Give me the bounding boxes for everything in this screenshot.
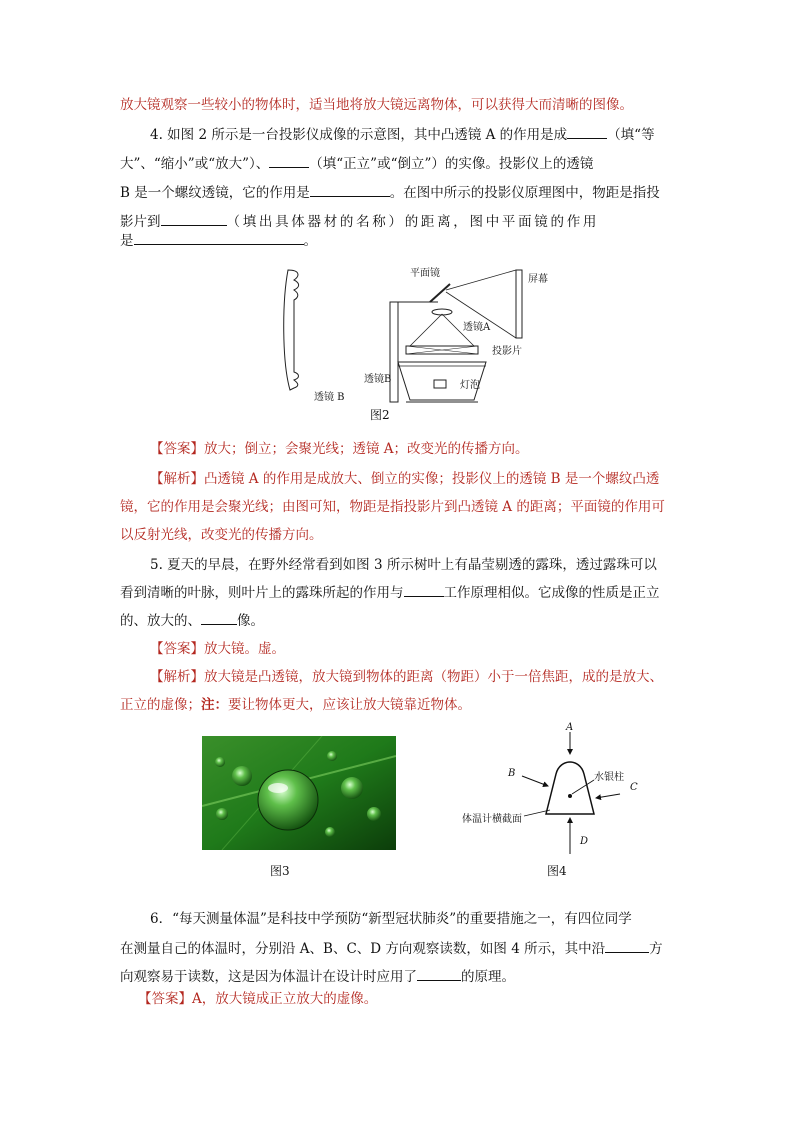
question-6-line-3 [120,968,515,986]
question-4-line-2 [120,155,593,173]
label-c: C [630,782,638,793]
text: （填出具体器材的名称）的距离，图中平面镜的作用 [226,214,600,230]
dewdrop-photo [202,736,396,850]
question-5-analysis-line-1 [150,668,663,686]
answer-tag: 【答案】 [150,441,204,457]
question-4-line-5 [120,232,317,250]
text: 是 [120,233,134,249]
text: 要让物体更大，应该让放大镜靠近物体。 [228,697,471,713]
question-4-analysis-line-3: 以反射光线，改变光的传播方向。 [120,527,323,543]
lens-b2-label: 透镜B [364,374,392,385]
thermometer-section [546,762,594,814]
figure-4-caption: 图4 [547,864,567,878]
text: 4. 如图 2 所示是一台投影仪成像的示意图，其中凸透镜 A 的作用是成 [150,127,568,143]
answer-blank[interactable] [161,213,227,226]
question-4-answer [150,440,529,458]
question-4-line-1 [150,126,655,144]
answer-blank[interactable] [605,940,649,953]
question-4-analysis-line-1 [150,470,659,488]
question-6-line-1: 6．“每天测量体温”是科技中学预防“新型冠状肺炎”的重要措施之一，有四位同学 [150,911,632,927]
question-5-line-1: 5. 夏天的早晨，在野外经常看到如图 3 所示树叶上有晶莹剔透的露珠，透过露珠可以 [150,557,657,573]
text: 。 [303,233,317,249]
text: 凸透镜 A 的作用是成放大、倒立的实像；投影仪上的透镜 B 是一个螺纹凸透 [204,471,660,487]
projector-diagram [270,262,550,422]
text: B 是一个螺纹透镜，它的作用是 [120,185,310,201]
question-6-line-2 [120,940,663,958]
label-b: B [508,768,516,779]
text: 的原理。 [461,969,515,985]
answer-blank[interactable] [310,184,390,197]
screen [516,270,522,338]
answer-text: A，放大镜成正立放大的虚像。 [192,991,378,1007]
label-a: A [566,722,574,733]
answer-blank[interactable] [269,155,309,168]
answer-blank[interactable] [567,126,607,139]
slide-label: 投影片 [492,346,522,357]
figure-2-caption: 图2 [370,408,390,422]
text: 影片到 [120,214,161,230]
text: 放大镜是凸透镜，放大镜到物体的距离（物距）小于一倍焦距，成的是放大、 [204,669,663,685]
text: 。在图中所示的投影仪原理图中，物距是指投 [389,185,660,201]
answer-blank[interactable] [417,968,461,981]
text: 的、放大的、 [120,613,201,629]
thermometer-cross-section-diagram [460,720,660,860]
mercury-column [568,794,572,798]
question-4-analysis-line-2: 镜，它的作用是会聚光线；由图可知，物距是指投影片到凸透镜 A 的距离；平面镜的作用可 [120,499,665,515]
answer-blank[interactable] [404,584,444,597]
text: 大”、“缩小”或“放大”）、 [120,156,270,172]
answer-blank[interactable] [134,232,304,245]
projector-arm [390,302,398,402]
text: 正立的虚像； [120,697,201,713]
question-5-analysis-line-2 [120,696,471,714]
text: 工作原理相似。它成像的性质是正立 [443,585,660,601]
text: 向观察易于读数，这是因为体温计在设计时应用了 [120,969,417,985]
large-dewdrop [258,770,318,830]
label-d: D [580,836,589,847]
bulb [434,380,446,388]
question-6-answer [138,990,377,1008]
lens-b-label: 透镜 B [314,392,345,403]
analysis-tag: 【解析】 [150,471,204,487]
mercury-label: 水银柱 [594,772,624,783]
answer-tag: 【答案】 [150,641,204,657]
question-5-line-3 [120,612,264,630]
question-5-answer [150,640,285,658]
text-line: 放大镜观察一些较小的物体时，适当地将放大镜远离物体，可以获得大而清晰的图像。 [120,97,633,113]
analysis-tag: 【解析】 [150,669,204,685]
answer-blank[interactable] [201,612,237,625]
section-label: 体温计横截面 [462,814,522,825]
text: （填“正立”或“倒立”）的实像。投影仪上的透镜 [309,156,594,172]
text: 方 [649,941,663,957]
answer-text: 放大镜。虚。 [204,641,285,657]
lens-a-label: 透镜A [463,322,491,333]
screen-label: 屏幕 [528,274,548,285]
text: 看到清晰的叶脉，则叶片上的露珠所起的作用与 [120,585,404,601]
text: 像。 [237,613,264,629]
answer-tag: 【答案】 [138,991,192,1007]
mirror-label: 平面镜 [410,268,440,279]
bulb-label: 灯泡 [460,380,480,391]
answer-text: 放大；倒立；会聚光线；透镜 A；改变光的传播方向。 [204,441,529,457]
text: （填“等 [607,127,655,143]
question-5-line-2 [120,584,660,602]
figure-3-caption: 图3 [270,864,290,878]
question-4-line-3 [120,184,660,202]
text: 在测量自己的体温时，分别沿 A、B、C、D 方向观察读数，如图 4 所示，其中沿 [120,941,606,957]
note-tag: 注： [201,697,228,713]
question-4-line-4 [120,213,599,231]
